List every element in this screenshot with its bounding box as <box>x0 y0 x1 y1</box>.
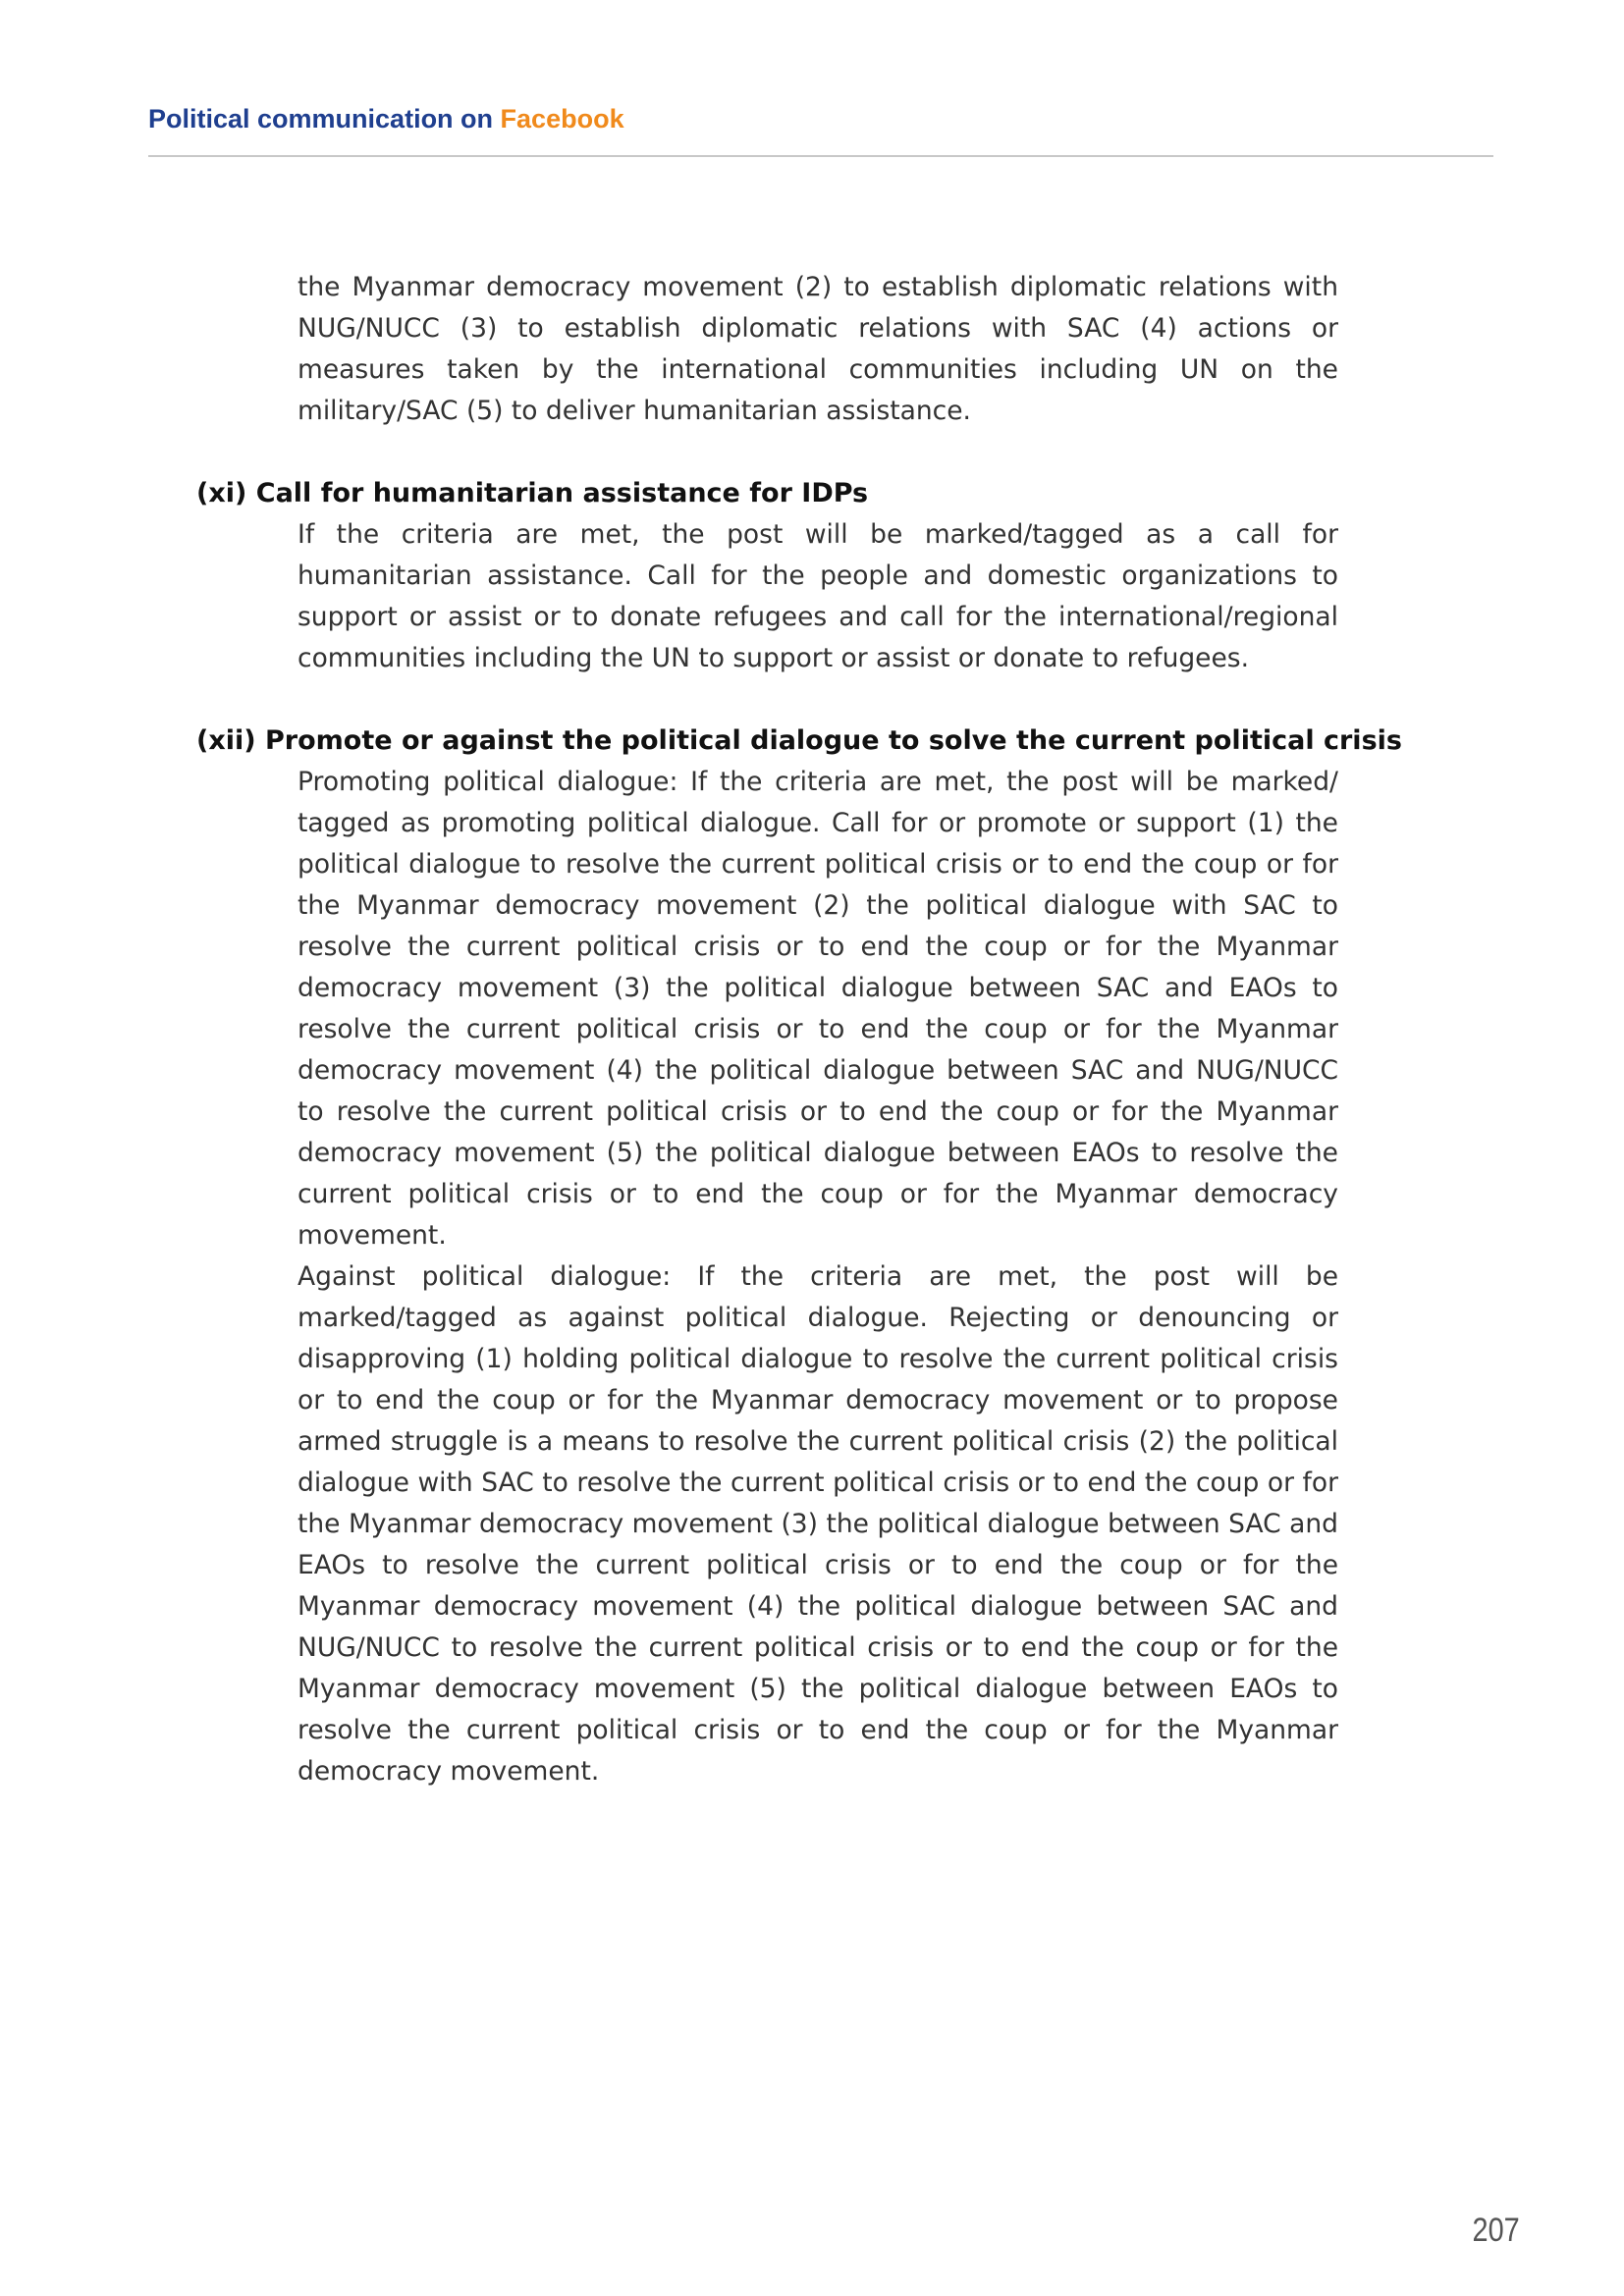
intro-paragraph: the Myanmar democracy movement (2) to establish diplomatic relations with NUG/NUCC (3) to establish diplomatic relations with SAC (4) actions or measures taken by the international communities including UN on the military/SAC (5) to deliver humanitarian assistance. <box>298 272 1338 426</box>
section-heading-xi: (xi) Call for humanitarian assistance for IDPs <box>196 478 869 508</box>
header-divider <box>148 155 1493 157</box>
section-xi-paragraph: If the criteria are met, the post will be marked/tagged as a call for humanitarian assistance. Call for the people and domestic organizations to support or assist or to donate refugees and call for the international/regional communities including the UN to support or assist or donate to refugees. <box>298 519 1338 673</box>
running-header-title: Political communication on <box>148 104 501 133</box>
page-number: 207 <box>1472 2212 1520 2249</box>
section-heading-xii: (xii) Promote or against the political dialogue to solve the current political crisis <box>196 725 1402 756</box>
running-header-accent: Facebook <box>500 104 624 133</box>
running-header <box>148 100 624 137</box>
section-xii-against-paragraph: Against political dialogue: If the criteria are met, the post will be marked/tagged as against political dialogue. Rejecting or denouncing or disapproving (1) holding political dialogue to resolve the current political crisis or to end the coup or for the Myanmar democracy movement or to propose armed struggle is a means to resolve the current political crisis (2) the political dialogue with SAC to resolve the current political crisis or to end the coup or for the Myanmar democracy movement (3) the political dialogue between SAC and EAOs to resolve the current political crisis or to end the coup or for the Myanmar democracy movement (4) the political dialogue between SAC and NUG/NUCC to resolve the current political crisis or to end the coup or for the Myanmar democracy movement (5) the political dialogue between EAOs to resolve the current political crisis or to end the coup or for the Myanmar democracy movement. <box>298 1261 1338 1787</box>
section-xii-promoting-paragraph: Promoting political dialogue: If the criteria are met, the post will be marked/ tagged as promoting political dialogue. Call for or promote or support (1) the political dialogue to resolve the current political crisis or to end the coup or for the Myanmar democracy movement (2) the political dialogue with SAC to resolve the current political crisis or to end the coup or for the Myanmar democracy movement (3) the political dialogue between SAC and EAOs to resolve the current political crisis or to end the coup or for the Myanmar democracy movement (4) the political dialogue between SAC and NUG/NUCC to resolve the current political crisis or to end the coup or for the Myanmar democracy movement (5) the political dialogue between EAOs to resolve the current political crisis or to end the coup or for the Myanmar democracy movement. <box>298 767 1338 1251</box>
